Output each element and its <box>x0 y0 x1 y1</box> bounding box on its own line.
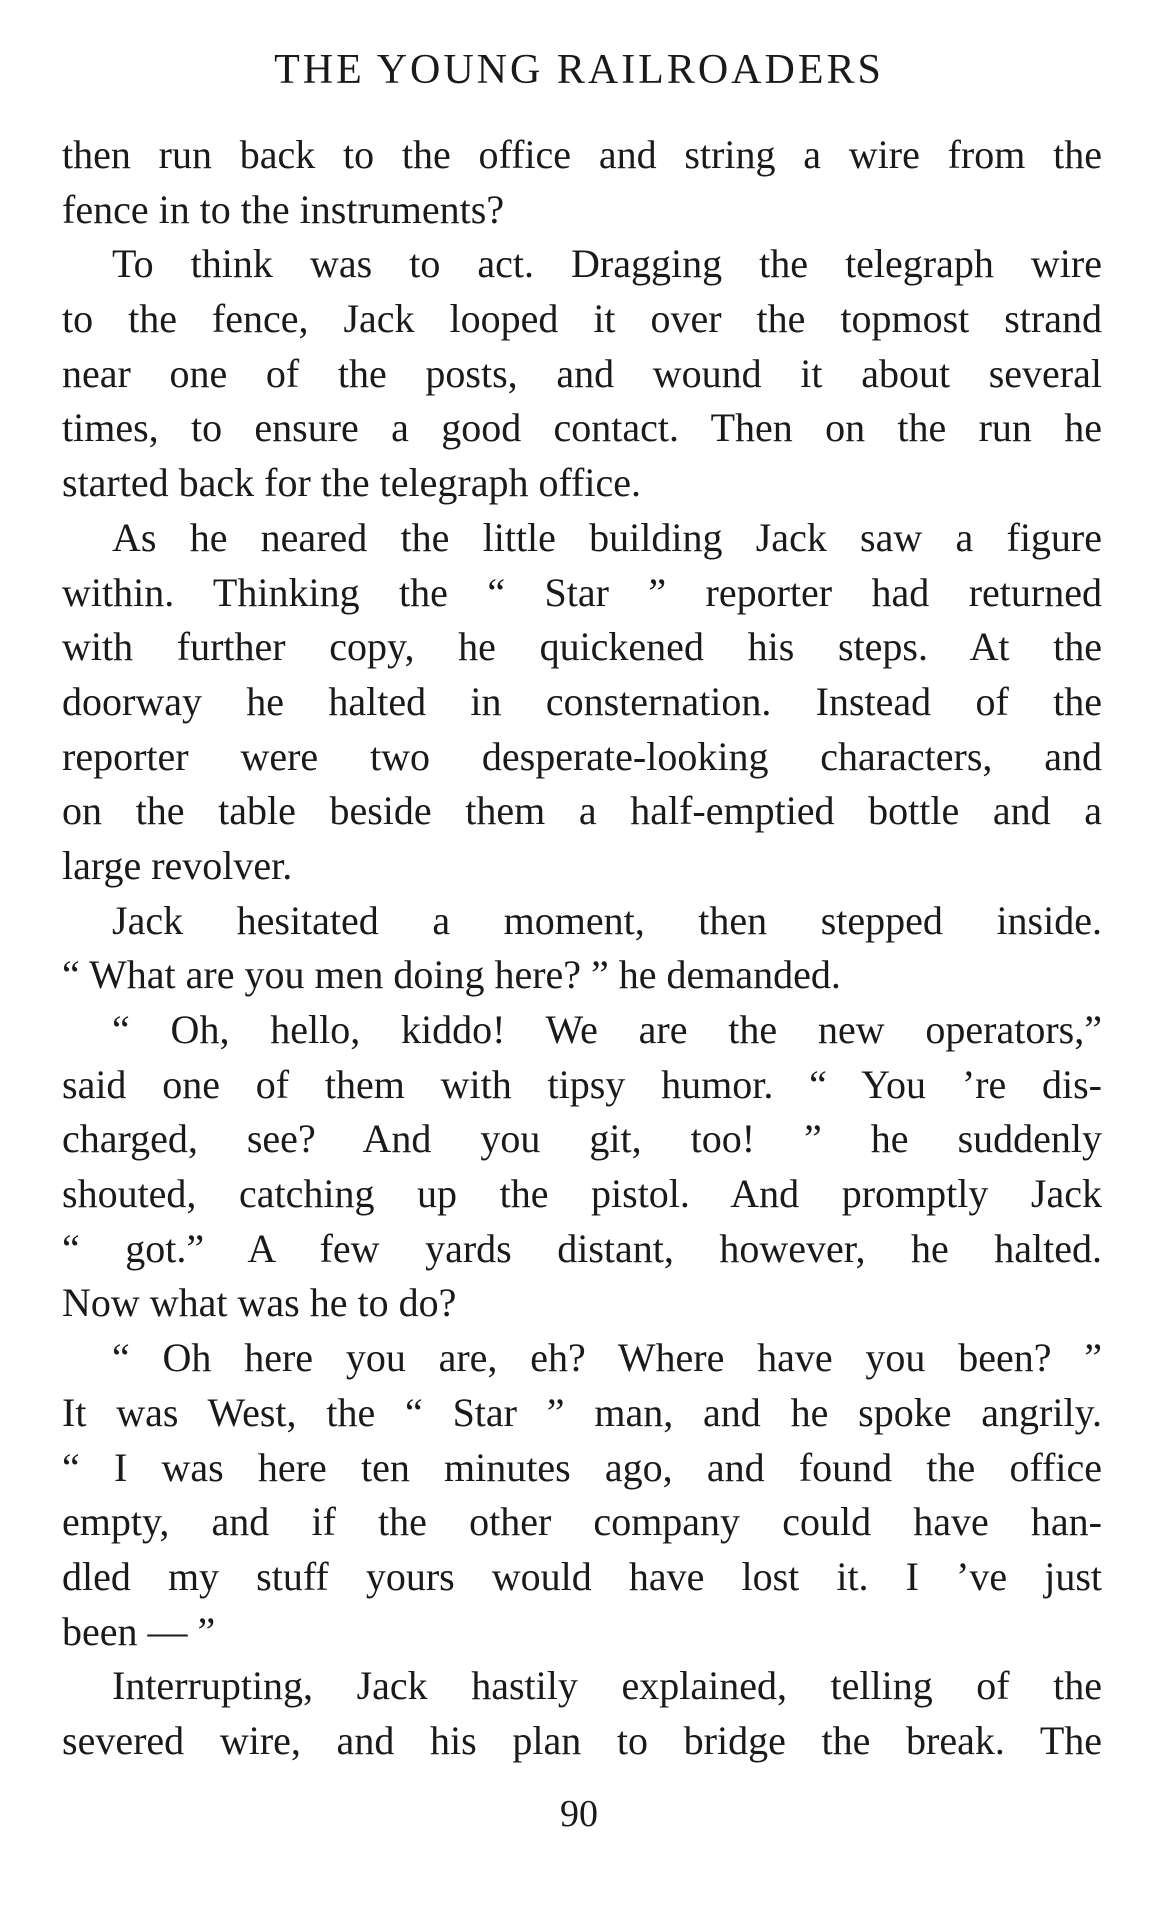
text-line: empty, and if the other company could have han- <box>62 1499 1102 1545</box>
text-line: To think was to act. Dragging the telegraph wire <box>112 241 1102 287</box>
text-line: times, to ensure a good contact. Then on the run he <box>62 405 1102 451</box>
text-line: with further copy, he quickened his steps. At the <box>62 624 1102 670</box>
text-line: Now what was he to do? <box>62 1280 457 1326</box>
text-line: “ Oh here you are, eh? Where have you been? ” <box>112 1335 1102 1381</box>
text-line: charged, see? And you git, too! ” he suddenly <box>62 1116 1102 1162</box>
text-line: to the fence, Jack looped it over the topmost strand <box>62 296 1102 342</box>
text-line: It was West, the “ Star ” man, and he spoke angrily. <box>62 1389 1102 1435</box>
text-line: Interrupting, Jack hastily explained, telling of the <box>112 1663 1102 1709</box>
text-line: “ I was here ten minutes ago, and found the office <box>62 1444 1102 1490</box>
text-line: large revolver. <box>62 842 293 888</box>
text-line: fence in to the instruments? <box>62 186 505 232</box>
text-line: “ What are you men doing here? ” he demanded. <box>62 952 841 998</box>
text-line: dled my stuff yours would have lost it. I ’ve just <box>62 1553 1102 1599</box>
text-line: said one of them with tipsy humor. “ You ’re dis- <box>62 1061 1102 1107</box>
text-line: “ Oh, hello, kiddo! We are the new operators,” <box>112 1007 1102 1052</box>
text-line: then run back to the office and string a wire from the <box>62 132 1102 177</box>
text-line: reporter were two desperate-looking characters, and <box>62 733 1102 779</box>
text-line: near one of the posts, and wound it about several <box>62 350 1102 396</box>
page-number: 90 <box>560 1793 598 1835</box>
text-line: been — ” <box>62 1608 216 1654</box>
text-line: shouted, catching up the pistol. And promptly Jack <box>62 1171 1102 1217</box>
body-text <box>62 128 1102 1769</box>
text-line: As he neared the little building Jack saw a figure <box>112 514 1102 560</box>
text-line: on the table beside them a half-emptied bottle and a <box>62 788 1102 834</box>
text-line: severed wire, and his plan to bridge the break. The <box>62 1717 1102 1763</box>
text-line: started back for the telegraph office. <box>62 460 641 506</box>
text-line: Jack hesitated a moment, then stepped inside. <box>112 897 1102 943</box>
text-line: doorway he halted in consternation. Instead of the <box>62 678 1102 724</box>
text-line: “ got.” A few yards distant, however, he halted. <box>62 1225 1102 1271</box>
running-head: THE YOUNG RAILROADERS <box>274 47 884 93</box>
text-line: within. Thinking the “ Star ” reporter had returned <box>62 569 1102 615</box>
